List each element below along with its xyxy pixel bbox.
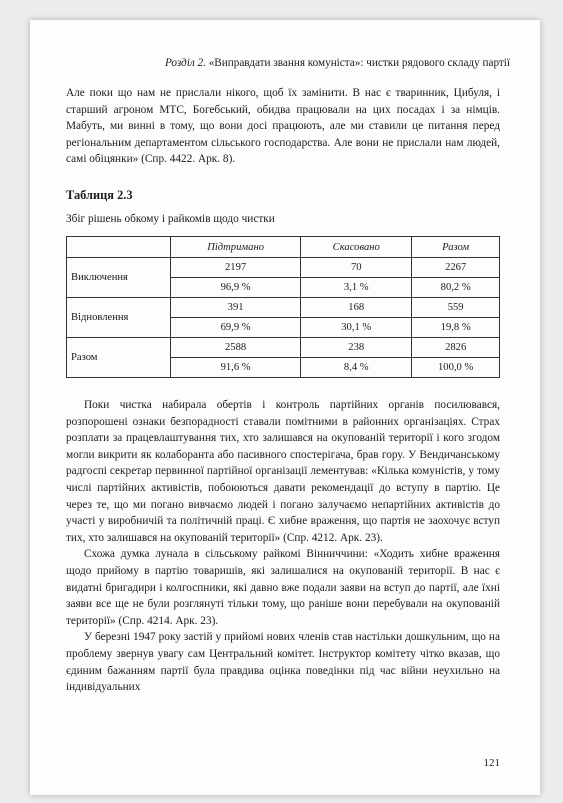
table-cell: 8,4 %	[301, 358, 412, 378]
page-number: 121	[483, 757, 500, 769]
table-cell: 91,6 %	[171, 358, 301, 378]
table-cell: 80,2 %	[412, 278, 500, 298]
paragraph-3: Схожа думка лунала в сільському райкомі Вінниччини: «Ходить хибне враження щодо прийому в партію товаришів, які залишалися на окупованій території. В нас є видатні бригадири і колгоспники, які давно вже подали заяви на вступ до партії, але їхні заяви все ще не були розглянуті тільки тому, що раніше вони перебували на окупованій території» (Спр. 4214. Арк. 23).	[66, 548, 500, 627]
purge-decisions-table	[66, 236, 500, 378]
table-header-total: Разом	[412, 237, 500, 258]
paragraph-quote-end	[66, 85, 500, 168]
table-cell: 30,1 %	[301, 318, 412, 338]
table-cell: 168	[301, 298, 412, 318]
table-cell: 2826	[412, 338, 500, 358]
table-header-empty	[67, 237, 171, 258]
header-chapter: Розділ 2.	[164, 57, 206, 69]
table-cell: 391	[171, 298, 301, 318]
table-cell: 70	[301, 258, 412, 278]
table-cell: 238	[301, 338, 412, 358]
paragraph-4: У березні 1947 року застій у прийомі нових членів став настільки дошкульним, що на проблему звернув увагу сам Центральний комітет. Інструктор комітету чітко вказав, що єдиним бажанням партії була правдива оцінка поведінки під час війни неухильно на індивідуальних	[66, 631, 500, 694]
body-text	[66, 397, 500, 696]
table-cell: 100,0 %	[412, 358, 500, 378]
table-row	[67, 298, 500, 318]
table-cell: 19,8 %	[412, 318, 500, 338]
table-cell: 559	[412, 298, 500, 318]
table-cell: 3,1 %	[301, 278, 412, 298]
table-cell: 2197	[171, 258, 301, 278]
row-label-total: Разом	[67, 338, 171, 378]
paragraph-2: Поки чистка набирала обертів і контроль партійних органів посилювався, розпорошені ознаки безпорадності ставали помітними в районних організаціях. Страх розплати за працевлаштування тих, хто залишався на окупованій території і кого згодом могли викрити як колаборанта або пасивного спостерігача, брав гору. У Вендичанському радгоспі секретар первинної партійної організації лементував: «Кілька комуністів, у тому числі партійних активістів, побоюються давати рекомендації до вступу в партію. Це через те, що ми погано вивчаємо людей і погано залучаємо непартійних активістів до участі у виробничій та політичній праці. Є хибне враження, що партія не заохочує вступ тих, хто залишався на окупованій території» (Спр. 4212. Арк. 23).	[66, 399, 500, 544]
table-cell: 2267	[412, 258, 500, 278]
running-header	[70, 56, 510, 70]
table-header-row	[67, 237, 500, 258]
table-row	[67, 338, 500, 358]
table-caption: Збіг рішень обкому і райкомів щодо чистки	[66, 213, 275, 225]
paragraph-1: Але поки що нам не прислали нікого, щоб їх замінити. В нас є тваринник, Цибуля, і старший агроном МТС, Богебський, обидва працювали на цих посадах і за німців. Мабуть, ми винні в тому, що вони досі працюють, але ми ставили це питання перед регіональним департаментом сільського господарства. Але вони не прислали нам людей, самі обіцянки» (Спр. 4422. Арк. 8).	[66, 87, 500, 166]
table-cell: 96,9 %	[171, 278, 301, 298]
table-cell: 2588	[171, 338, 301, 358]
table-cell: 69,9 %	[171, 318, 301, 338]
table-title: Таблиця 2.3	[66, 188, 133, 202]
row-label-expulsion: Виключення	[67, 258, 171, 298]
table-row	[67, 258, 500, 278]
header-title: «Виправдати звання комуніста»: чистки рядового складу партії	[208, 57, 510, 69]
table-header-supported: Підтримано	[171, 237, 301, 258]
book-page	[30, 20, 540, 795]
row-label-reinstatement: Відновлення	[67, 298, 171, 338]
table-header-cancelled: Скасовано	[301, 237, 412, 258]
